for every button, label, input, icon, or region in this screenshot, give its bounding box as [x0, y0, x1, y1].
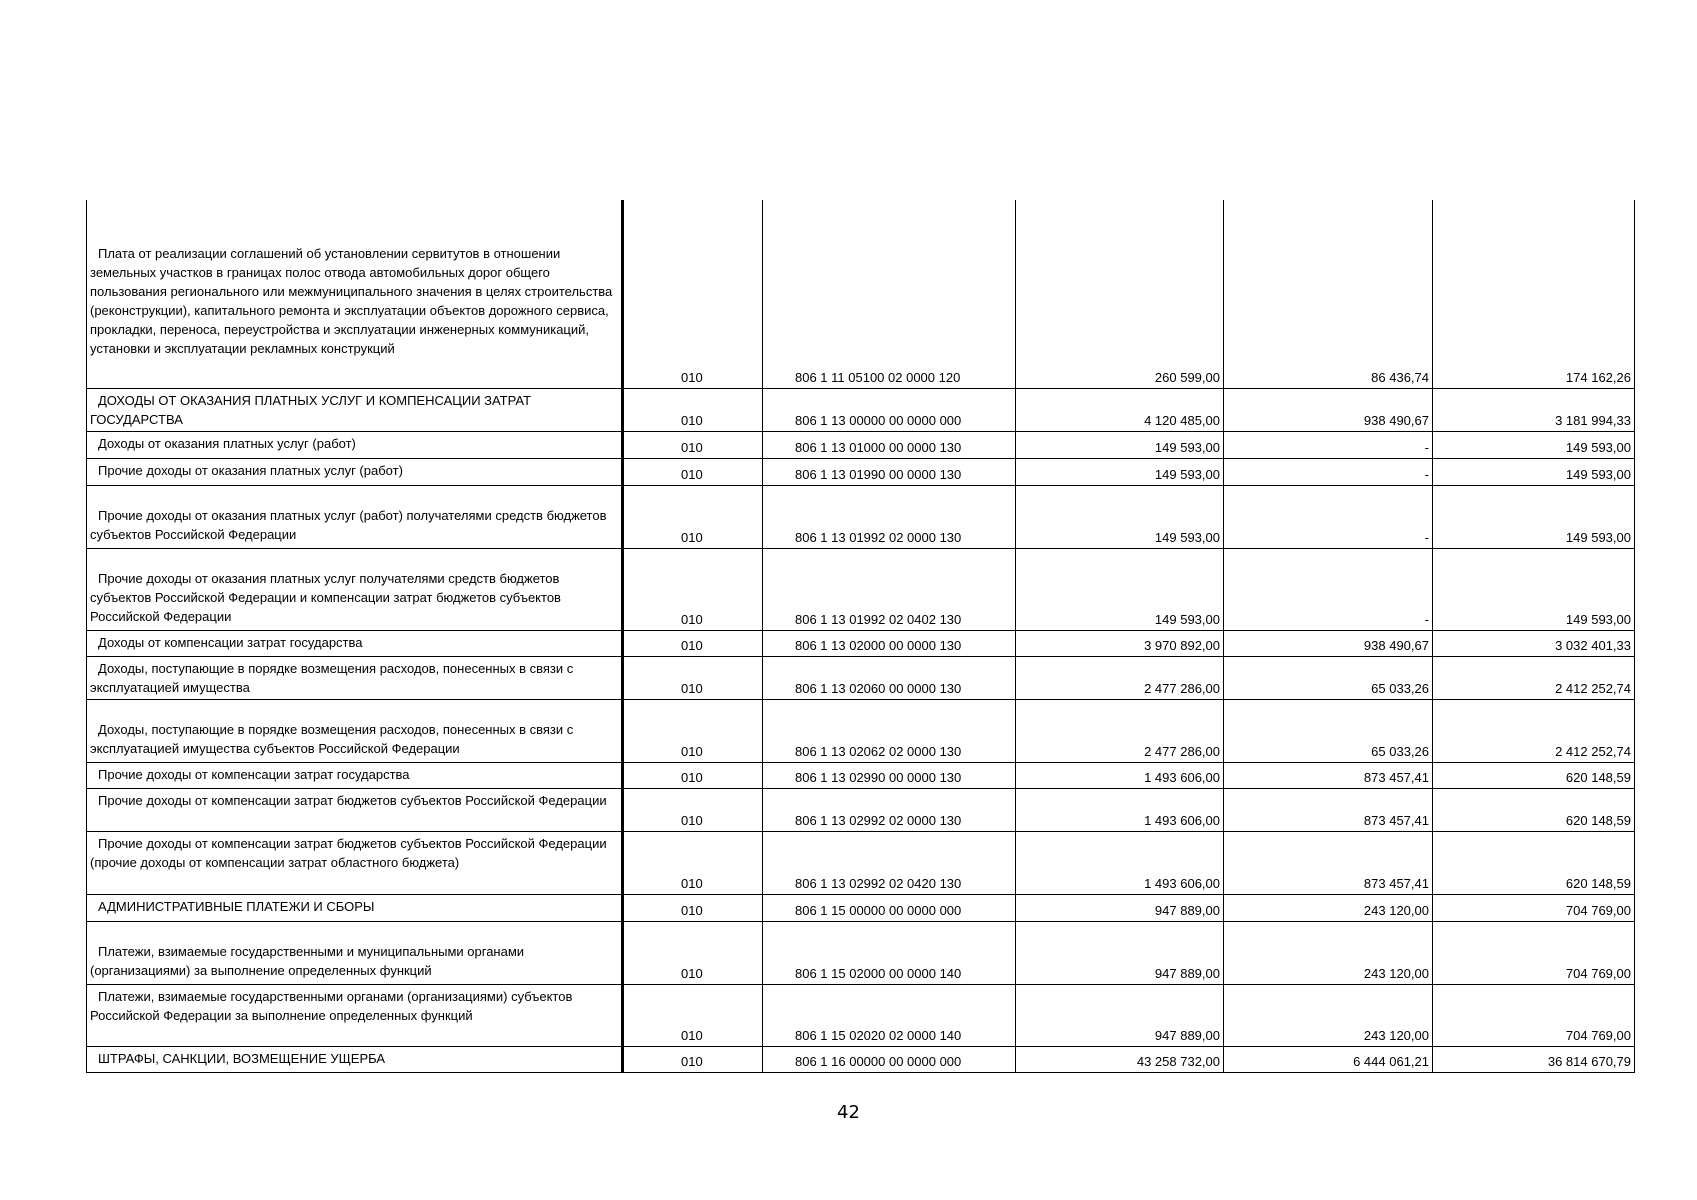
row-name: Прочие доходы от оказания платных услуг (работ) получателями средств бюджетов субъектов Российской Федерации — [87, 485, 623, 548]
table-row — [87, 388, 1635, 431]
row-line-code: 010 — [623, 984, 763, 1046]
row-budget-code: 806 1 13 02060 00 0000 130 — [763, 656, 1016, 699]
row-executed: 243 120,00 — [1224, 984, 1433, 1046]
row-budget-code: 806 1 13 02000 00 0000 130 — [763, 630, 1016, 656]
row-executed: 873 457,41 — [1224, 762, 1433, 788]
row-name: Доходы от оказания платных услуг (работ) — [87, 431, 623, 458]
row-line-code: 010 — [623, 921, 763, 984]
table-row — [87, 699, 1635, 762]
row-name: Доходы, поступающие в порядке возмещения расходов, понесенных в связи с эксплуатацией имущества субъектов Российской Федерации — [87, 699, 623, 762]
row-budget-code: 806 1 15 02000 00 0000 140 — [763, 921, 1016, 984]
row-remaining: 704 769,00 — [1433, 984, 1635, 1046]
row-remaining: 149 593,00 — [1433, 548, 1635, 630]
row-budget-code: 806 1 11 05100 02 0000 120 — [763, 200, 1016, 388]
row-executed: 65 033,26 — [1224, 699, 1433, 762]
page-number: 42 — [837, 1102, 860, 1123]
table-row — [87, 656, 1635, 699]
row-name: Доходы от компенсации затрат государства — [87, 630, 623, 656]
row-line-code: 010 — [623, 548, 763, 630]
budget-table — [86, 200, 1635, 1073]
table-row — [87, 485, 1635, 548]
row-budget-code: 806 1 13 00000 00 0000 000 — [763, 388, 1016, 431]
row-approved: 149 593,00 — [1016, 458, 1224, 485]
row-line-code: 010 — [623, 699, 763, 762]
row-line-code: 010 — [623, 388, 763, 431]
row-remaining: 704 769,00 — [1433, 921, 1635, 984]
row-budget-code: 806 1 13 01992 02 0000 130 — [763, 485, 1016, 548]
table-row — [87, 831, 1635, 894]
row-budget-code: 806 1 15 00000 00 0000 000 — [763, 894, 1016, 921]
table-row — [87, 548, 1635, 630]
row-budget-code: 806 1 13 01992 02 0402 130 — [763, 548, 1016, 630]
row-executed: 873 457,41 — [1224, 788, 1433, 831]
row-executed: 243 120,00 — [1224, 894, 1433, 921]
table-row — [87, 894, 1635, 921]
row-line-code: 010 — [623, 894, 763, 921]
table-row — [87, 984, 1635, 1046]
row-remaining: 149 593,00 — [1433, 458, 1635, 485]
row-budget-code: 806 1 13 02992 02 0420 130 — [763, 831, 1016, 894]
row-approved: 149 593,00 — [1016, 548, 1224, 630]
table-row — [87, 431, 1635, 458]
row-name: Платежи, взимаемые государственными и муниципальными органами (организациями) за выполнение определенных функций — [87, 921, 623, 984]
row-executed: 938 490,67 — [1224, 630, 1433, 656]
row-approved: 2 477 286,00 — [1016, 699, 1224, 762]
row-line-code: 010 — [623, 788, 763, 831]
row-budget-code: 806 1 13 02992 02 0000 130 — [763, 788, 1016, 831]
table-row — [87, 458, 1635, 485]
row-line-code: 010 — [623, 1046, 763, 1072]
row-executed: 86 436,74 — [1224, 200, 1433, 388]
row-budget-code: 806 1 13 02990 00 0000 130 — [763, 762, 1016, 788]
row-budget-code: 806 1 13 01000 00 0000 130 — [763, 431, 1016, 458]
row-budget-code: 806 1 13 02062 02 0000 130 — [763, 699, 1016, 762]
row-executed: 938 490,67 — [1224, 388, 1433, 431]
row-name: Доходы, поступающие в порядке возмещения расходов, понесенных в связи с эксплуатацией имущества — [87, 656, 623, 699]
row-remaining: 620 148,59 — [1433, 831, 1635, 894]
row-name: Прочие доходы от компенсации затрат бюджетов субъектов Российской Федерации — [87, 788, 623, 831]
row-name: Прочие доходы от компенсации затрат бюджетов субъектов Российской Федерации (прочие доходы от компенсации затрат областного бюджета) — [87, 831, 623, 894]
row-line-code: 010 — [623, 458, 763, 485]
table-row — [87, 630, 1635, 656]
row-name: Платежи, взимаемые государственными органами (организациями) субъектов Российской Федерации за выполнение определенных функций — [87, 984, 623, 1046]
row-line-code: 010 — [623, 656, 763, 699]
row-executed: 65 033,26 — [1224, 656, 1433, 699]
row-name: ШТРАФЫ, САНКЦИИ, ВОЗМЕЩЕНИЕ УЩЕРБА — [87, 1046, 623, 1072]
table-row — [87, 200, 1635, 388]
row-executed: - — [1224, 458, 1433, 485]
row-remaining: 36 814 670,79 — [1433, 1046, 1635, 1072]
row-approved: 1 493 606,00 — [1016, 831, 1224, 894]
row-budget-code: 806 1 15 02020 02 0000 140 — [763, 984, 1016, 1046]
row-approved: 947 889,00 — [1016, 984, 1224, 1046]
row-executed: - — [1224, 548, 1433, 630]
row-executed: 873 457,41 — [1224, 831, 1433, 894]
table-body — [87, 200, 1635, 1072]
row-budget-code: 806 1 16 00000 00 0000 000 — [763, 1046, 1016, 1072]
table-row — [87, 921, 1635, 984]
row-budget-code: 806 1 13 01990 00 0000 130 — [763, 458, 1016, 485]
row-executed: - — [1224, 431, 1433, 458]
row-line-code: 010 — [623, 762, 763, 788]
row-name: ДОХОДЫ ОТ ОКАЗАНИЯ ПЛАТНЫХ УСЛУГ И КОМПЕНСАЦИИ ЗАТРАТ ГОСУДАРСТВА — [87, 388, 623, 431]
row-line-code: 010 — [623, 431, 763, 458]
row-remaining: 704 769,00 — [1433, 894, 1635, 921]
row-approved: 947 889,00 — [1016, 921, 1224, 984]
row-approved: 1 493 606,00 — [1016, 762, 1224, 788]
row-line-code: 010 — [623, 200, 763, 388]
table-row — [87, 1046, 1635, 1072]
row-approved: 4 120 485,00 — [1016, 388, 1224, 431]
row-approved: 43 258 732,00 — [1016, 1046, 1224, 1072]
row-approved: 1 493 606,00 — [1016, 788, 1224, 831]
row-remaining: 149 593,00 — [1433, 431, 1635, 458]
row-approved: 149 593,00 — [1016, 485, 1224, 548]
row-name: Прочие доходы от компенсации затрат государства — [87, 762, 623, 788]
row-approved: 947 889,00 — [1016, 894, 1224, 921]
row-remaining: 620 148,59 — [1433, 762, 1635, 788]
row-executed: 243 120,00 — [1224, 921, 1433, 984]
row-remaining: 2 412 252,74 — [1433, 656, 1635, 699]
row-line-code: 010 — [623, 630, 763, 656]
row-approved: 260 599,00 — [1016, 200, 1224, 388]
row-remaining: 3 181 994,33 — [1433, 388, 1635, 431]
table-row — [87, 762, 1635, 788]
row-remaining: 3 032 401,33 — [1433, 630, 1635, 656]
row-remaining: 620 148,59 — [1433, 788, 1635, 831]
row-name: Плата от реализации соглашений об установлении сервитутов в отношении земельных участков в границах полос отвода автомобильных дорог общего пользования регионального или межмуниципального значения в целях строительства (реконструкции), капитального ремонта и эксплуатации объектов дорожного сервиса, прокладки, переноса, переустройства и эксплуатации инженерных коммуникаций, установки и эксплуатации рекламных конструкций — [87, 200, 623, 388]
row-executed: - — [1224, 485, 1433, 548]
table-row — [87, 788, 1635, 831]
row-approved: 2 477 286,00 — [1016, 656, 1224, 699]
row-approved: 149 593,00 — [1016, 431, 1224, 458]
row-line-code: 010 — [623, 485, 763, 548]
row-name: АДМИНИСТРАТИВНЫЕ ПЛАТЕЖИ И СБОРЫ — [87, 894, 623, 921]
row-executed: 6 444 061,21 — [1224, 1046, 1433, 1072]
row-remaining: 174 162,26 — [1433, 200, 1635, 388]
row-approved: 3 970 892,00 — [1016, 630, 1224, 656]
row-line-code: 010 — [623, 831, 763, 894]
row-remaining: 149 593,00 — [1433, 485, 1635, 548]
row-remaining: 2 412 252,74 — [1433, 699, 1635, 762]
row-name: Прочие доходы от оказания платных услуг (работ) — [87, 458, 623, 485]
row-name: Прочие доходы от оказания платных услуг получателями средств бюджетов субъектов Российской Федерации и компенсации затрат бюджетов субъектов Российской Федерации — [87, 548, 623, 630]
